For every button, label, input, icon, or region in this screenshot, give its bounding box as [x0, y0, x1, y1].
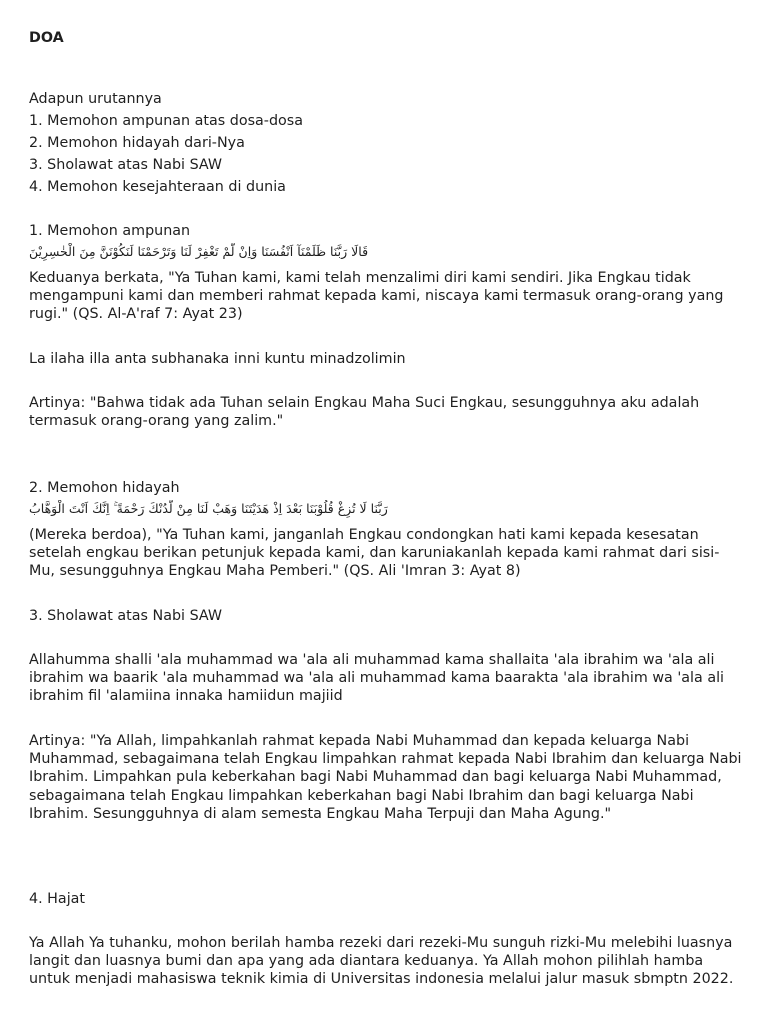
section2-heading: 2. Memohon hidayah	[29, 480, 180, 496]
intro-item-1: 1. Memohon ampunan atas dosa-dosa	[29, 113, 304, 129]
intro-item-2: 2. Memohon hidayah dari-Nya	[29, 135, 245, 151]
section1-translation: Keduanya berkata, "Ya Tuhan kami, kami telah menzalimi diri kami sendiri. Jika Engkau tidak mengampuni kami dan memberi rahmat kepada kami, niscaya kami termasuk orang-orang yang rugi." (QS. Al-A'raf 7: Ayat 23)	[29, 270, 724, 323]
section1-latin: La ilaha illa anta subhanaka inni kuntu minadzolimin	[29, 351, 406, 367]
section4-heading: 4. Hajat	[29, 891, 86, 907]
section3-latin: Allahumma shalli 'ala muhammad wa 'ala ali muhammad kama shallaita 'ala ibrahim wa 'ala ali ibrahim wa baarik 'ala muhammad wa 'ala ali muhammad kama baarakta 'ala ibrahim wa 'ala ali ibrahim fil 'alamiina innaka hamiidun majiid	[29, 652, 725, 705]
section3-meaning: Artinya: "Ya Allah, limpahkanlah rahmat kepada Nabi Muhammad dan kepada keluarga Nabi Muhammad, sebagaimana telah Engkau limpahkan rahmat kepada Nabi Ibrahim dan keluarga Nabi Ibrahim. Limpahkan pula keberkahan bagi Nabi Muhammad dan bagi keluarga Nabi Muhammad, sebagaimana telah Engkau limpahkan keberkahan bagi Nabi Ibrahim dan bagi keluarga Nabi Ibrahim. Sesungguhnya di alam semesta Engkau Maha Terpuji dan Maha Agung."	[29, 733, 742, 822]
intro-item-4: 4. Memohon kesejahteraan di dunia	[29, 179, 286, 195]
section1-meaning: Artinya: "Bahwa tidak ada Tuhan selain Engkau Maha Suci Engkau, sesungguhnya aku adalah termasuk orang-orang yang zalim."	[29, 395, 700, 430]
section2-translation: (Mereka berdoa), "Ya Tuhan kami, janganlah Engkau condongkan hati kami kepada kesesatan setelah engkau berikan petunjuk kepada kami, dan karuniakanlah kepada kami rahmat dari sisi-Mu, sesungguhnya Engkau Maha Pemberi." (QS. Ali 'Imran 3: Ayat 8)	[29, 527, 720, 580]
section2-arabic-verse: رَبَّنَا لَا تُزِغْ قُلُوْبَنَا بَعْدَ اِذْ هَدَيْتَنَا وَهَبْ لَنَا مِنْ لَّدُنْكَ رَحْمَةً ۚ اِنَّكَ اَنْتَ الْوَهَّابُ	[29, 501, 388, 516]
section3-heading: 3. Sholawat atas Nabi SAW	[29, 608, 223, 624]
section1-arabic-verse: قَالَا رَبَّنَا ظَلَمْنَآ اَنْفُسَنَا وَاِنْ لَّمْ تَغْفِرْ لَنَا وَتَرْحَمْنَا لَنَكُوْنَنَّ مِنَ الْخٰسِرِيْنَ	[29, 244, 369, 259]
section4-text: Ya Allah Ya tuhanku, mohon berilah hamba rezeki dari rezeki-Mu sunguh rizki-Mu melebihi luasnya langit dan luasnya bumi dan apa yang ada diantara keduanya. Ya Allah mohon pilihlah hamba untuk menjadi mahasiswa teknik kimia di Universitas indonesia melalui jalur masuk sbmptn 2022.	[29, 935, 734, 988]
document-title: DOA	[29, 30, 64, 46]
intro-heading: Adapun urutannya	[29, 91, 162, 107]
section1-heading: 1. Memohon ampunan	[29, 223, 191, 239]
intro-item-3: 3. Sholawat atas Nabi SAW	[29, 157, 223, 173]
